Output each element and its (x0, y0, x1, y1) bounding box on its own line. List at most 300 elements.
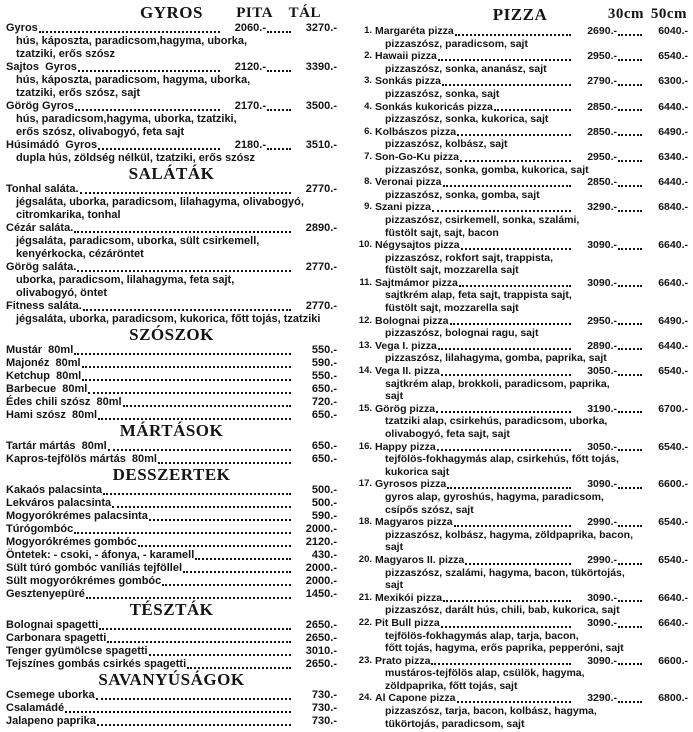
menu-item-row (352, 201, 688, 214)
item-price: 3510.- (305, 139, 337, 151)
dotted-leader (465, 563, 571, 565)
item-name: Hami szósz 80ml (6, 409, 98, 421)
menu-item-row (352, 25, 688, 38)
item-name: Pit Bull pizza (375, 616, 440, 629)
dotted-leader (74, 532, 291, 534)
item-price: 2770.- (305, 183, 337, 195)
item-name: Mustár 80ml (6, 344, 74, 356)
dotted-leader (618, 160, 642, 162)
item-name: Sajtmámor pizza (375, 276, 458, 289)
item-price: 6440.- (658, 100, 688, 113)
item-name: Kapros-tejfölös mártás 80ml (6, 453, 157, 465)
item-price: 6540.- (658, 516, 688, 529)
item-name: Sült túró gombóc vaníliás tejföllel (6, 562, 183, 574)
dotted-leader (618, 134, 642, 136)
dotted-leader (618, 285, 642, 287)
item-price: 3290.- (587, 201, 617, 214)
item-price: 6840.- (658, 201, 688, 214)
item-price: 650.- (311, 453, 337, 465)
section-header (6, 4, 337, 22)
dotted-leader (443, 600, 571, 602)
section-header (6, 466, 337, 484)
item-number: 20. (358, 553, 372, 565)
menu-item-row (6, 396, 337, 409)
item-price: 6640.- (658, 591, 688, 604)
item-desc-line: tzatziki alap, csirkehús, paradicsom, uborka, (385, 415, 608, 428)
item-name: Sajtos Gyros (6, 61, 77, 73)
dotted-leader (78, 70, 220, 72)
menu-item-row (352, 692, 688, 705)
menu-item-row (352, 617, 688, 630)
dotted-leader (618, 449, 642, 451)
item-name: Négysajtos pizza (375, 239, 460, 252)
item-name: Ketchup 80ml (6, 370, 82, 382)
section-header (6, 326, 337, 344)
item-price: 6540.- (658, 365, 688, 378)
menu-item-row (6, 715, 337, 728)
dotted-leader (98, 418, 291, 420)
item-name: Görög saláta. (6, 261, 77, 273)
item-name: Görög Gyros (6, 100, 74, 112)
section-title: SZÓSZOK (129, 325, 214, 344)
item-name: Tonhal saláta. (6, 183, 79, 195)
item-number: 21. (358, 591, 372, 603)
item-desc-line: füstölt sajt, mozzarella sajt (385, 302, 519, 315)
menu-item-row (6, 619, 337, 632)
dotted-leader (80, 192, 291, 194)
item-price: 6640.- (658, 616, 688, 629)
menu-item-row (6, 562, 337, 575)
dotted-leader (267, 70, 291, 72)
item-number: 24. (358, 692, 372, 704)
menu-item-row (6, 344, 337, 357)
item-price: 6490.- (658, 125, 688, 138)
menu-item-row (352, 655, 688, 668)
item-price: 500.- (311, 497, 337, 509)
dotted-leader (98, 148, 220, 150)
menu-item-row (6, 183, 337, 196)
item-price: 6490.- (658, 314, 688, 327)
item-price: 3090.- (587, 616, 617, 629)
item-name: Bolognai spagetti (6, 619, 99, 631)
item-name: Sonkás pizza (375, 75, 441, 88)
section-header (6, 165, 337, 183)
item-name: Magyaros II. pizza (375, 553, 465, 566)
dotted-leader (442, 84, 571, 86)
dotted-leader (138, 545, 291, 547)
price-column-header: PITA (236, 5, 273, 21)
menu-item-row (6, 100, 337, 113)
item-name: Al Capone pizza (375, 692, 456, 705)
item-name: Barbecue 80ml (6, 383, 88, 395)
section-title: MÁRTÁSOK (119, 421, 224, 440)
dotted-leader (77, 270, 291, 272)
dotted-leader (460, 160, 571, 162)
item-price: 6340.- (658, 150, 688, 163)
item-desc-line: pizzaszósz, sonka, kukorica, sajt (385, 113, 549, 126)
item-desc-line: hús, káposzta, paradicsom, hagyma, uborka, (16, 74, 251, 86)
item-price: 2650.- (305, 619, 337, 631)
item-name: Magyaros pizza (375, 516, 453, 529)
item-desc-line: sajt (385, 390, 404, 403)
item-number: 9. (364, 201, 372, 213)
menu-item-row (352, 592, 688, 605)
menu-item-row (352, 75, 688, 88)
dotted-leader (123, 405, 291, 407)
dotted-leader (618, 626, 642, 628)
item-name: Prato pizza (375, 654, 431, 667)
item-price: 2060.- (234, 22, 266, 34)
item-name: Kolbászos pizza (375, 125, 457, 138)
item-desc-line: pizzaszósz, lilahagyma, gomba, paprika, sajt (385, 352, 607, 365)
item-price: 2850.- (587, 100, 617, 113)
menu-item-row (352, 126, 688, 139)
item-price: 3090.- (587, 478, 617, 491)
menu-item-row (352, 441, 688, 454)
item-name: Hawaii pizza (375, 50, 437, 63)
item-name: Veronai pizza (375, 176, 442, 189)
item-name: Gesztenyepüré (6, 588, 85, 600)
column-right (352, 4, 688, 730)
item-number: 13. (358, 339, 372, 351)
item-price: 2650.- (305, 658, 337, 670)
item-price: 590.- (311, 510, 337, 522)
dotted-leader (162, 584, 291, 586)
price-column-header: TÁL (288, 5, 321, 21)
dotted-leader (74, 353, 291, 355)
dotted-leader (618, 323, 642, 325)
dotted-leader (149, 519, 291, 521)
item-name: Gyros (6, 22, 38, 34)
menu-item-row (6, 702, 337, 715)
section-header (6, 601, 337, 619)
dotted-leader (618, 563, 642, 565)
item-desc-line: tejfölös-fokhagymás alap, tarja, bacon, (385, 629, 579, 642)
item-price: 6600.- (658, 654, 688, 667)
dotted-leader (618, 348, 642, 350)
dotted-leader (455, 34, 571, 36)
item-price: 2990.- (587, 553, 617, 566)
item-name: Csemege uborka (6, 689, 95, 701)
dotted-leader (618, 411, 642, 413)
item-number: 16. (358, 440, 372, 452)
item-desc-line: mustáros-tejfölös alap, csülök, hagyma, (385, 667, 585, 680)
item-name: Fitness saláta. (6, 300, 82, 312)
dotted-leader (494, 109, 571, 111)
item-price: 2650.- (305, 632, 337, 644)
dotted-leader (438, 59, 571, 61)
dotted-leader (618, 34, 642, 36)
item-price: 6640.- (658, 239, 688, 252)
item-desc-line: sajt (385, 579, 404, 592)
menu-item-row (6, 689, 337, 702)
item-price: 6800.- (658, 692, 688, 705)
item-name: Sonkás kukoricás pizza (375, 100, 493, 113)
dotted-leader (441, 626, 571, 628)
dotted-leader (443, 185, 571, 187)
item-name: Happy pizza (375, 440, 436, 453)
item-name: Tenger gyümölcse spagetti (6, 645, 148, 657)
item-price: 2770.- (305, 261, 337, 273)
item-number: 18. (358, 516, 372, 528)
section-title: PIZZA (492, 5, 548, 24)
item-desc-line: uborka, paradicsom, lilahagyma, feta sajt, (16, 274, 235, 286)
menu-item-row (6, 261, 337, 274)
item-desc-line: sajtkrém alap, feta sajt, trappista sajt, (385, 289, 572, 302)
item-desc-line: pizzaszósz, sonka, sajt (385, 87, 500, 100)
dotted-leader (618, 248, 642, 250)
item-price: 2990.- (587, 516, 617, 529)
dotted-leader (441, 374, 571, 376)
item-price: 6440.- (658, 339, 688, 352)
menu-item-row (352, 176, 688, 189)
item-desc-line: hús, paradicsom,hagyma, uborka, tzatziki, (16, 113, 237, 125)
dotted-leader (457, 701, 571, 703)
item-price: 3270.- (305, 22, 337, 34)
item-price: 6300.- (658, 75, 688, 88)
item-price: 730.- (311, 715, 337, 727)
item-desc-line: füstölt sajt, mozzarella sajt (385, 264, 519, 277)
item-desc-line: hús, káposzta, paradicsom,hagyma, uborka, (16, 35, 248, 47)
item-name: Tejszínes gombás csirkés spagetti (6, 658, 187, 670)
item-name: Mogyorókrémes gombóc (6, 536, 137, 548)
item-price: 550.- (311, 344, 337, 356)
item-desc-line: pizzaszósz, sonka, ananász, sajt (385, 62, 547, 75)
item-name: Mogyorókrémes palacsinta (6, 510, 148, 522)
item-desc-line: zöldpaprika, főtt tojás, sajt (385, 679, 518, 692)
item-price: 6040.- (658, 25, 688, 37)
item-price: 2890.- (587, 339, 617, 352)
menu-item-row (352, 554, 688, 567)
item-name: Gyrosos pizza (375, 478, 447, 491)
item-price: 590.- (311, 357, 337, 369)
dotted-leader (618, 210, 642, 212)
item-number: 11. (359, 276, 372, 288)
item-name: Bolognai pizza (375, 314, 449, 327)
item-name: Majonéz 80ml (6, 357, 81, 369)
item-price: 6440.- (658, 176, 688, 189)
dotted-leader (158, 462, 291, 464)
item-desc-line: pizzaszósz, kolbász, hagyma, zöldpaprika, bacon, (385, 528, 633, 541)
item-price: 650.- (311, 409, 337, 421)
menu-item-row (6, 510, 337, 523)
dotted-leader (267, 148, 291, 150)
item-price: 3290.- (587, 692, 617, 705)
item-price: 1450.- (305, 588, 337, 600)
dotted-leader (461, 248, 571, 250)
item-desc-line: tükörtojás, paradicsom, sajt (385, 717, 525, 730)
item-price: 3010.- (305, 645, 337, 657)
menu-item-row (352, 365, 688, 378)
item-desc-line: főtt tojás, hagyma, erős paprika, pepperóni, sajt (385, 642, 624, 655)
item-number: 10. (358, 239, 372, 251)
item-price: 3090.- (587, 654, 617, 667)
section-title: TÉSZTÁK (129, 600, 214, 619)
menu-item-row (6, 575, 337, 588)
item-name: Lekváros palacsinta (6, 497, 112, 509)
dotted-leader (618, 701, 642, 703)
dotted-leader (454, 525, 571, 527)
item-price: 550.- (311, 370, 337, 382)
dotted-leader (437, 449, 571, 451)
dotted-leader (187, 667, 291, 669)
dotted-leader (459, 285, 571, 287)
item-desc-line: füstölt sajt, sajt, bacon (385, 226, 499, 239)
item-name: Carbonara spagetti (6, 632, 107, 644)
item-number: 12. (358, 314, 372, 326)
item-desc-line: pizzaszósz, paradicsom, sajt (385, 37, 528, 50)
menu-item-row (352, 403, 688, 416)
section-header (6, 422, 337, 440)
menu-item-row (6, 139, 337, 152)
item-desc-line: csípős szósz, sajt (385, 503, 474, 516)
item-desc-line: jégsaláta, paradicsom, uborka, sült csirkemell, (16, 235, 260, 247)
item-price: 2790.- (587, 75, 617, 88)
item-number: 22. (358, 616, 372, 628)
item-price: 650.- (311, 440, 337, 452)
item-name: Vega I. pizza (375, 339, 437, 352)
item-price: 3090.- (587, 239, 617, 252)
item-price: 2890.- (305, 222, 337, 234)
menu-item-row (352, 151, 688, 164)
menu-item-row (352, 340, 688, 353)
menu-item-row (6, 645, 337, 658)
dotted-leader (436, 411, 571, 413)
menu-item-row (6, 357, 337, 370)
dotted-leader (75, 109, 220, 111)
item-desc-line: pizzaszósz, kolbász, sajt (385, 138, 508, 151)
dotted-leader (618, 84, 642, 86)
section-title: DESSZERTEK (112, 465, 231, 484)
menu-item-row (6, 370, 337, 383)
menu-item-row (352, 50, 688, 63)
item-price: 2850.- (587, 176, 617, 189)
item-number: 2. (364, 50, 372, 62)
dotted-leader (97, 724, 291, 726)
menu-item-row (6, 440, 337, 453)
item-number: 7. (364, 150, 372, 162)
section-header (352, 4, 688, 25)
item-price: 430.- (311, 549, 337, 561)
item-price: 3090.- (587, 591, 617, 604)
item-price: 6540.- (658, 50, 688, 63)
item-desc-line: dupla hús, zöldség nélkül, tzatziki, erős szósz (16, 152, 255, 164)
dotted-leader (86, 597, 291, 599)
item-name: Sült mogyorókrémes gombóc (6, 575, 162, 587)
item-desc-line: pizzaszósz, szalámi, hagyma, bacon, tükörtojás, (385, 566, 625, 579)
item-desc-line: kukorica sajt (385, 465, 450, 478)
dotted-leader (65, 711, 291, 713)
dotted-leader (74, 231, 291, 233)
item-price: 2170.- (234, 100, 266, 112)
item-price: 2950.- (587, 50, 617, 63)
item-number: 17. (358, 478, 372, 490)
item-price: 2770.- (305, 300, 337, 312)
item-name: Vega II. pizza (375, 365, 440, 378)
item-price: 3500.- (305, 100, 337, 112)
menu-item-row (6, 497, 337, 510)
dotted-leader (450, 323, 572, 325)
dotted-leader (618, 109, 642, 111)
item-name: Édes chili szósz 80ml (6, 396, 122, 408)
item-desc-line: pizzaszósz, rokfort sajt, trappista, (385, 251, 554, 264)
item-price: 650.- (311, 383, 337, 395)
dotted-leader (618, 487, 642, 489)
dotted-leader (431, 663, 571, 665)
item-price: 3050.- (587, 440, 617, 453)
dotted-leader (82, 366, 291, 368)
item-desc-line: citromkarika, tonhal (16, 209, 121, 221)
menu-item-row (352, 315, 688, 328)
item-desc-line: pizzaszósz, csirkemell, sonka, szalámi, (385, 213, 580, 226)
item-price: 6540.- (658, 553, 688, 566)
item-price: 2000.- (305, 523, 337, 535)
dotted-leader (39, 31, 220, 33)
menu-item-row (6, 484, 337, 497)
item-price: 2120.- (234, 61, 266, 73)
dotted-leader (618, 525, 642, 527)
item-price: 500.- (311, 484, 337, 496)
dotted-leader (618, 374, 642, 376)
dotted-leader (103, 493, 291, 495)
item-desc-line: pizzaszósz, darált hús, chili, bab, kukorica, sajt (385, 604, 620, 617)
price-column-header: 30cm (607, 6, 644, 22)
item-price: 2180.- (234, 139, 266, 151)
item-name: Öntetek: - csoki, - áfonya, - karamell (6, 549, 195, 561)
item-desc-line: tejfölös-fokhagymás alap, csirkehús, főtt tojás, (385, 453, 619, 466)
item-price: 3390.- (305, 61, 337, 73)
item-price: 6600.- (658, 478, 688, 491)
item-price: 3190.- (587, 402, 617, 415)
item-price: 2950.- (587, 150, 617, 163)
item-name: Mexikói pizza (375, 591, 443, 604)
dotted-leader (267, 31, 291, 33)
price-column-header: 50cm (650, 6, 687, 22)
item-desc-line: pizzaszósz, tarja, bacon, kolbász, hagyma, (385, 705, 597, 718)
dotted-leader (438, 348, 571, 350)
item-price: 730.- (311, 689, 337, 701)
menu-item-row (6, 22, 337, 35)
dotted-leader (96, 698, 291, 700)
dotted-leader (432, 210, 571, 212)
item-name: Jalapeno paprika (6, 715, 96, 727)
item-name: Húsimádó Gyros (6, 139, 98, 151)
dotted-leader (108, 449, 291, 451)
menu-item-row (6, 61, 337, 74)
menu-item-row (6, 300, 337, 313)
item-price: 2000.- (305, 575, 337, 587)
menu-item-row (6, 523, 337, 536)
item-desc-line: gyros alap, gyroshús, hagyma, paradicsom, (385, 490, 604, 503)
dotted-leader (82, 379, 291, 381)
item-desc-line: pizzaszósz, sonka, gomba, kukorica, sajt (385, 163, 589, 176)
item-desc-line: pizzaszósz, bolognai ragu, sajt (385, 327, 539, 340)
item-number: 1. (364, 25, 372, 36)
dotted-leader (618, 600, 642, 602)
item-price: 2690.- (587, 25, 617, 37)
menu-item-row (6, 632, 337, 645)
item-desc-line: kenyérkocka, cézáröntet (16, 248, 144, 260)
item-name: Túrógombóc (6, 523, 74, 535)
item-price: 2000.- (305, 562, 337, 574)
dotted-leader (112, 506, 291, 508)
dotted-leader (83, 309, 291, 311)
item-name: Son-Go-Ku pizza (375, 150, 459, 163)
item-price: 2950.- (587, 314, 617, 327)
item-name: Csalamádé (6, 702, 65, 714)
dotted-leader (88, 392, 291, 394)
section-title: SALÁTÁK (128, 164, 215, 183)
